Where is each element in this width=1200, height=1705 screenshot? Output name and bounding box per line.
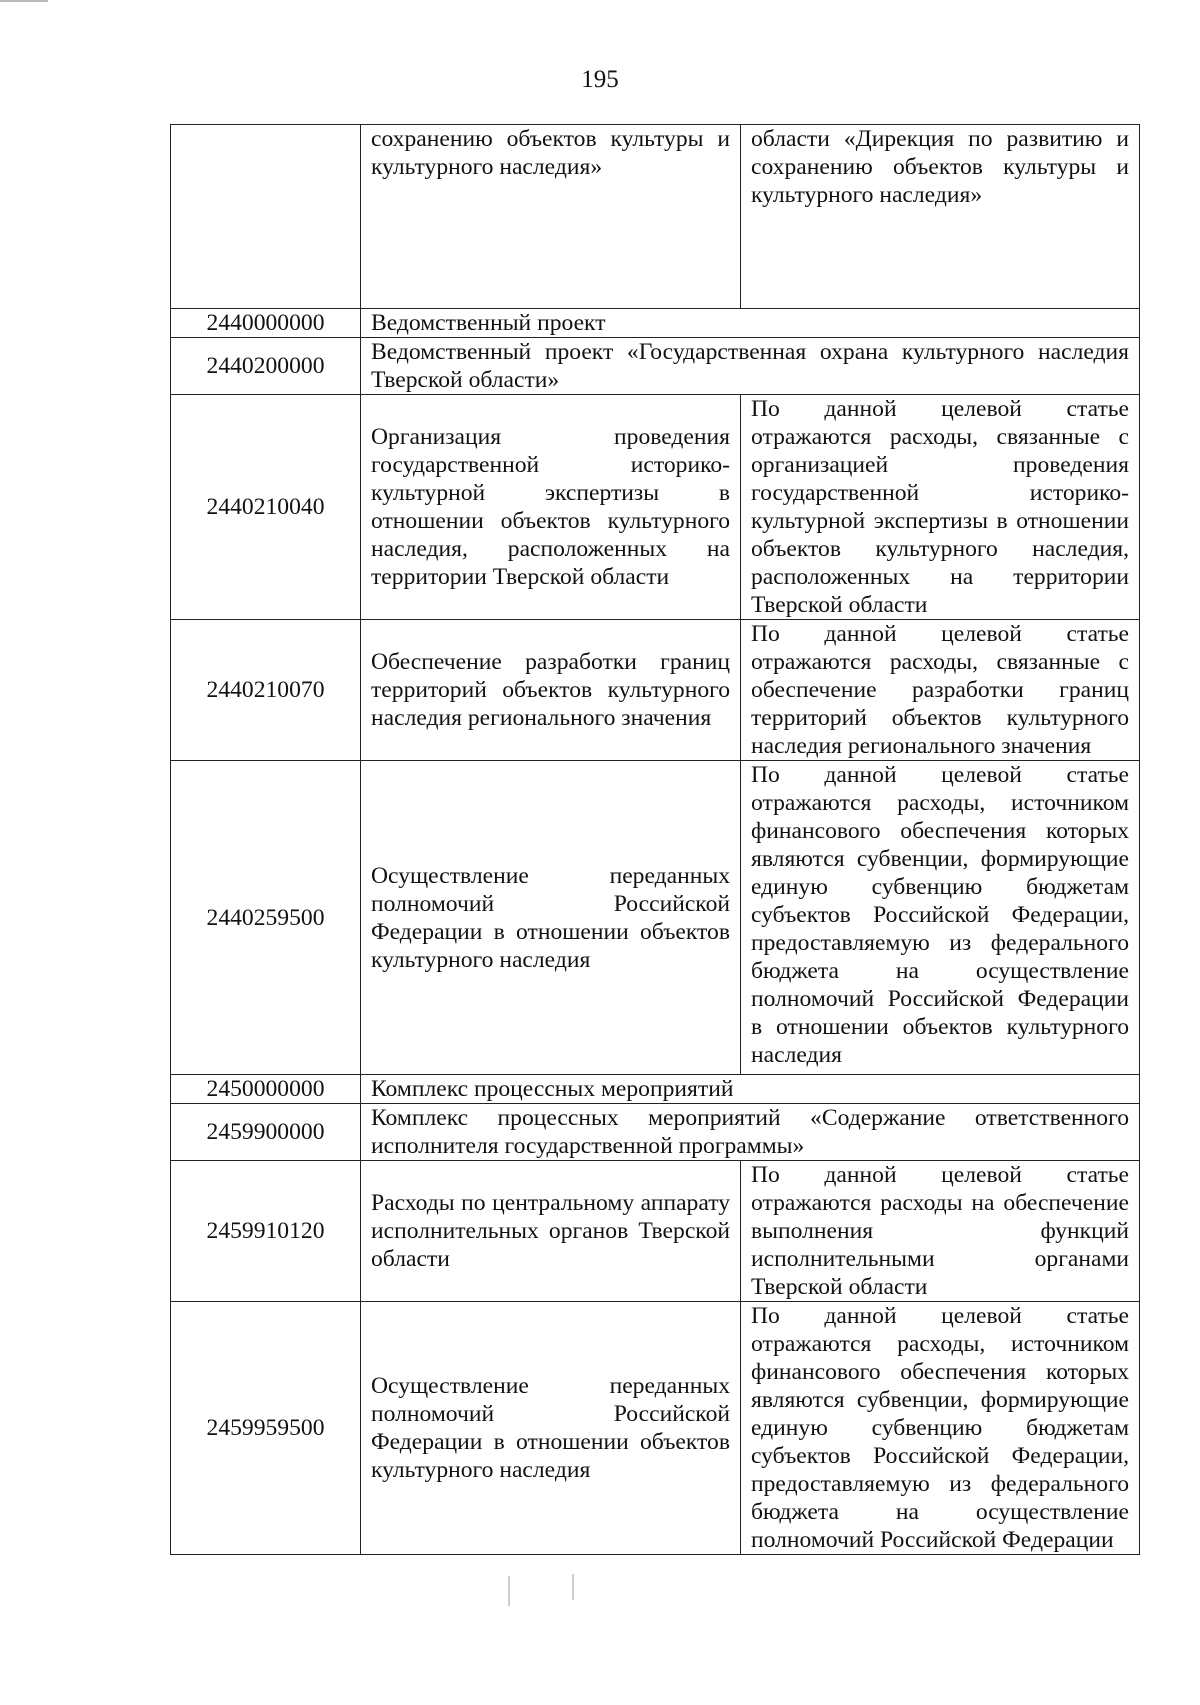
table-row: [171, 761, 1140, 1075]
code-cell: 2440210040: [171, 395, 361, 620]
name-cell: сохранению объектов культуры и культурного наследия»: [361, 125, 741, 309]
section-row: [171, 1075, 1140, 1104]
code-cell: 2440000000: [171, 309, 361, 338]
scan-artifact: [0, 0, 48, 2]
subsection-row: [171, 338, 1140, 395]
code-cell: 2440200000: [171, 338, 361, 395]
name-cell: Организация проведения государственной историко-культурной экспертизы в отношении объектов культурного наследия, расположенных на территории Тверской области: [361, 395, 741, 620]
name-cell: Расходы по центральному аппарату исполнительных органов Тверской области: [361, 1161, 741, 1302]
subsection-title: Комплекс процессных мероприятий «Содержание ответственного исполнителя государственной программы»: [361, 1104, 1140, 1161]
subsection-row: [171, 1104, 1140, 1161]
code-cell: 2459900000: [171, 1104, 361, 1161]
name-cell: Осуществление переданных полномочий Российской Федерации в отношении объектов культурного наследия: [361, 761, 741, 1075]
table-row: [171, 395, 1140, 620]
code-cell: 2440210070: [171, 620, 361, 761]
code-cell: 2459959500: [171, 1302, 361, 1555]
code-cell: [171, 125, 361, 309]
scan-artifact: [508, 1576, 510, 1606]
code-cell: 2459910120: [171, 1161, 361, 1302]
table-row: [171, 125, 1140, 309]
description-cell: По данной целевой статье отражаются расходы на обеспечение выполнения функций исполнительными органами Тверской области: [741, 1161, 1140, 1302]
section-row: [171, 309, 1140, 338]
page-number: 195: [581, 66, 619, 93]
description-cell: По данной целевой статье отражаются расходы, связанные с обеспечение разработки границ территорий объектов культурного наследия регионального значения: [741, 620, 1140, 761]
name-cell: Осуществление переданных полномочий Российской Федерации в отношении объектов культурного наследия: [361, 1302, 741, 1555]
scan-artifact: [572, 1574, 574, 1600]
description-cell: области «Дирекция по развитию и сохранению объектов культуры и культурного наследия»: [741, 125, 1140, 309]
code-cell: 2440259500: [171, 761, 361, 1075]
table-row: [171, 1302, 1140, 1555]
name-cell: Обеспечение разработки границ территорий объектов культурного наследия регионального значения: [361, 620, 741, 761]
code-cell: 2450000000: [171, 1075, 361, 1104]
table-row: [171, 620, 1140, 761]
budget-classification-table: [170, 124, 1140, 1555]
description-cell: По данной целевой статье отражаются расходы, связанные с организацией проведения государственной историко-культурной экспертизы в отношении объектов культурного наследия, расположенных на территории Тверской области: [741, 395, 1140, 620]
description-cell: По данной целевой статье отражаются расходы, источником финансового обеспечения которых являются субвенции, формирующие единую субвенцию бюджетам субъектов Российской Федерации, предоставляемую из федерального бюджета на осуществление полномочий Российской Федерации: [741, 1302, 1140, 1555]
section-title: Ведомственный проект: [361, 309, 1140, 338]
table-row: [171, 1161, 1140, 1302]
section-title: Комплекс процессных мероприятий: [361, 1075, 1140, 1104]
description-cell: По данной целевой статье отражаются расходы, источником финансового обеспечения которых являются субвенции, формирующие единую субвенцию бюджетам субъектов Российской Федерации, предоставляемую из федерального бюджета на осуществление полномочий Российской Федерации в отношении объектов культурного наследия: [741, 761, 1140, 1075]
subsection-title: Ведомственный проект «Государственная охрана культурного наследия Тверской области»: [361, 338, 1140, 395]
